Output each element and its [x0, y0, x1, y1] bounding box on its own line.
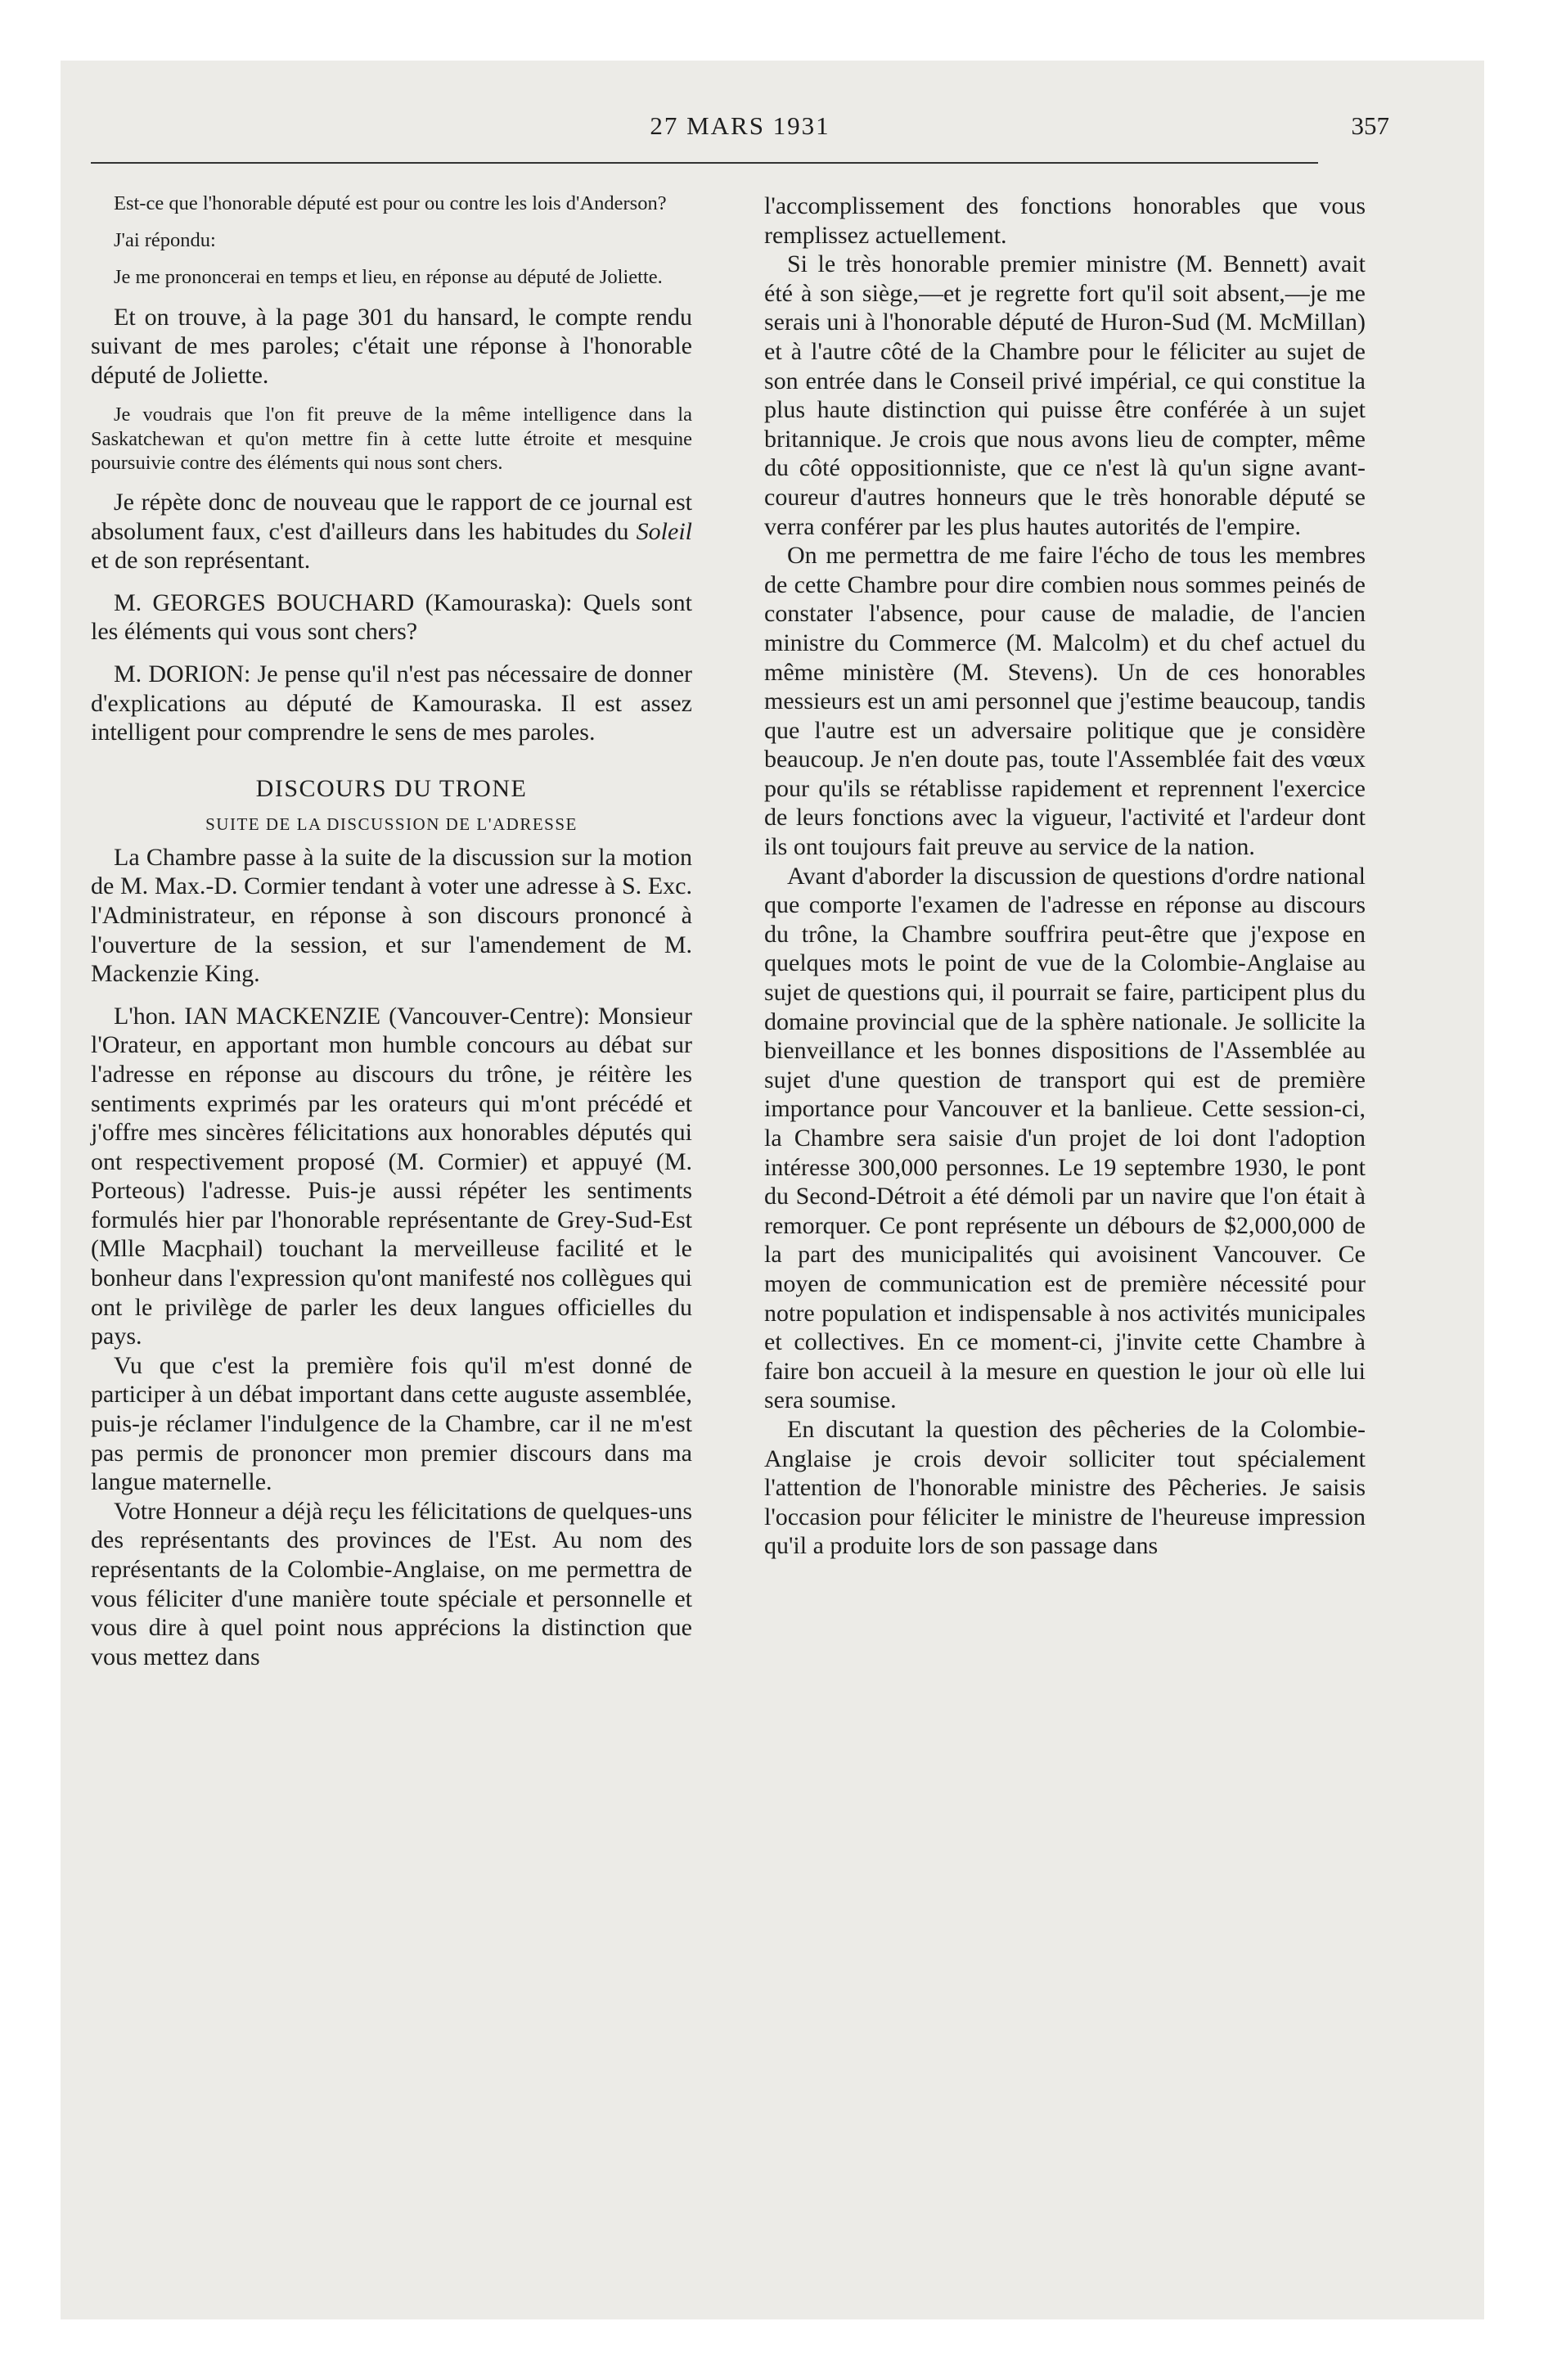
page-number: 357	[1351, 111, 1389, 140]
body-paragraph: M. DORION: Je pense qu'il n'est pas nécessaire de donner d'explications au député de Kamouraska. Il est assez intelligent pour comprendre le sens de mes paroles.	[91, 660, 692, 746]
quote-paragraph: Je me prononcerai en temps et lieu, en réponse au député de Joliette.	[114, 266, 663, 289]
body-paragraph: Et on trouve, à la page 301 du hansard, le compte rendu suivant de mes paroles; c'était une réponse à l'honorable député de Joliette.	[91, 303, 692, 389]
body-paragraph: Vu que c'est la première fois qu'il m'est donné de participer à un débat important dans cette auguste assemblée, puis-je réclamer l'indulgence de la Chambre, car il ne m'est pas permis de prononcer mon premier discours dans ma langue maternelle.	[91, 1351, 692, 1496]
body-paragraph: On me permettra de me faire l'écho de tous les membres de cette Chambre pour dire combien nous sommes peinés de constater l'absence, pour cause de maladie, de l'ancien ministre du Commerce (M. Malcolm) et du chef actuel du même ministère (M. Stevens). Un de ces honorables messieurs est un ami personnel que j'estime beaucoup, tandis que l'autre est un adversaire politique que je considère beaucoup. Je n'en doute pas, toute l'Assemblée fait des vœux pour qu'ils se rétablisse rapidement et reprennent l'exercice de leurs fonctions avec la vigueur, l'activité et l'ardeur dont ils ont toujours fait preuve au service de la nation.	[764, 542, 1366, 861]
left-column	[91, 192, 692, 1671]
scanned-page	[61, 61, 1484, 2319]
section-subheading: SUITE DE LA DISCUSSION DE L'ADRESSE	[205, 814, 578, 834]
header-rule	[91, 162, 1318, 164]
page-content	[91, 111, 1389, 1670]
body-paragraph: M. GEORGES BOUCHARD (Kamouraska): Quels sont les éléments qui vous sont chers?	[91, 588, 692, 646]
body-paragraph: La Chambre passe à la suite de la discussion sur la motion de M. Max.-D. Cormier tendant à voter une adresse à S. Exc. l'Administrateur, en réponse à son discours prononcé à l'ouverture de la session, et sur l'amendement de M. Mackenzie King.	[91, 843, 692, 988]
quote-paragraph: Est-ce que l'honorable député est pour ou contre les lois d'Anderson?	[114, 192, 667, 214]
newspaper-name: Soleil	[636, 517, 692, 545]
right-column	[764, 192, 1366, 1561]
body-paragraph: Si le très honorable premier ministre (M. Bennett) avait été à son siège,—et je regrette fort qu'il soit absent,—je me serais uni à l'honorable député de Huron-Sud (M. McMillan) et à l'autre côté de la Chambre pour le féliciter au sujet de son entrée dans le Conseil privé impérial, ce qui constitue la plus haute distinction qui puisse être conférée à un sujet britannique. Je crois que nous avons lieu de compter, même du côté oppositionniste, que ce n'est là qu'un signe avant-coureur d'autres honneurs que le très honorable député se verra conférer par les plus hautes autorités de l'empire.	[764, 250, 1366, 540]
body-paragraph: l'accomplissement des fonctions honorables que vous remplissez actuellement.	[764, 192, 1366, 249]
section-heading: DISCOURS DU TRONE	[255, 774, 528, 802]
quote-paragraph: J'ai répondu:	[114, 229, 216, 252]
body-paragraph: Votre Honneur a déjà reçu les félicitations de quelques-uns des représentants des provinces de l'Est. Au nom des représentants de la Colombie-Anglaise, on me permettra de vous féliciter d'une manière toute spéciale et personnelle et vous dire à quel point nous apprécions la distinction que vous mettez dans	[91, 1497, 692, 1670]
header-date: 27 MARS 1931	[650, 111, 830, 140]
page-header	[91, 111, 1389, 160]
text-run: Je répète donc de nouveau que le rapport de ce journal est absolument faux, c'est d'ailleurs dans les habitudes du	[91, 489, 692, 545]
body-paragraph: L'hon. IAN MACKENZIE (Vancouver-Centre): Monsieur l'Orateur, en apportant mon humble concours au débat sur l'adresse en réponse au discours du trône, je réitère les sentiments exprimés par les orateurs qui m'ont précédé et j'offre mes sincères félicitations aux honorables députés qui ont respectivement proposé (M. Cormier) et appuyé (M. Porteous) l'adresse. Puis-je aussi répéter les sentiments formulés hier par l'honorable représentante de Grey-Sud-Est (Mlle Macphail) touchant la merveilleuse facilité et le bonheur dans l'expression qu'ont manifesté nos collègues qui ont le privilège de parler les deux langues officielles du pays.	[91, 1002, 692, 1350]
body-paragraph: Avant d'aborder la discussion de questions d'ordre national que comporte l'examen de l'adresse en réponse au discours du trône, la Chambre souffrira peut-être que j'expose en quelques mots le point de vue de la Colombie-Anglaise au sujet de questions qui, il pourrait se faire, participent plus du domaine provincial que de la sphère nationale. Je sollicite la bienveillance et les bonnes dispositions de l'Assemblée au sujet d'une question de transport qui est de première importance pour Vancouver et la banlieue. Cette session-ci, la Chambre sera saisie d'un projet de loi dont l'adoption intéresse 300,000 personnes. Le 19 septembre 1930, le pont du Second-Détroit a été démoli par un navire que l'on était à remorquer. Ce pont représente un débours de $2,000,000 de la part des municipalités qui avoisinent Vancouver. Ce moyen de communication est de première nécessité pour notre population et indispensable à nos activités municipales et collectives. En ce moment-ci, j'invite cette Chambre à faire bon accueil à la mesure en question le jour où elle lui sera soumise.	[764, 862, 1366, 1414]
body-paragraph: En discutant la question des pêcheries de la Colombie-Anglaise je crois devoir solliciter tout spécialement l'attention de l'honorable ministre des Pêcheries. Je saisis l'occasion pour féliciter le ministre de l'heureuse impression qu'il a produite lors de son passage dans	[764, 1415, 1366, 1560]
body-paragraph	[91, 488, 692, 575]
quote-paragraph: Je voudrais que l'on fit preuve de la même intelligence dans la Saskatchewan et qu'on mettre fin à cette lutte étroite et mesquine poursuivie contre des éléments qui nous sont chers.	[91, 403, 692, 474]
text-run: et de son représentant.	[91, 547, 311, 575]
